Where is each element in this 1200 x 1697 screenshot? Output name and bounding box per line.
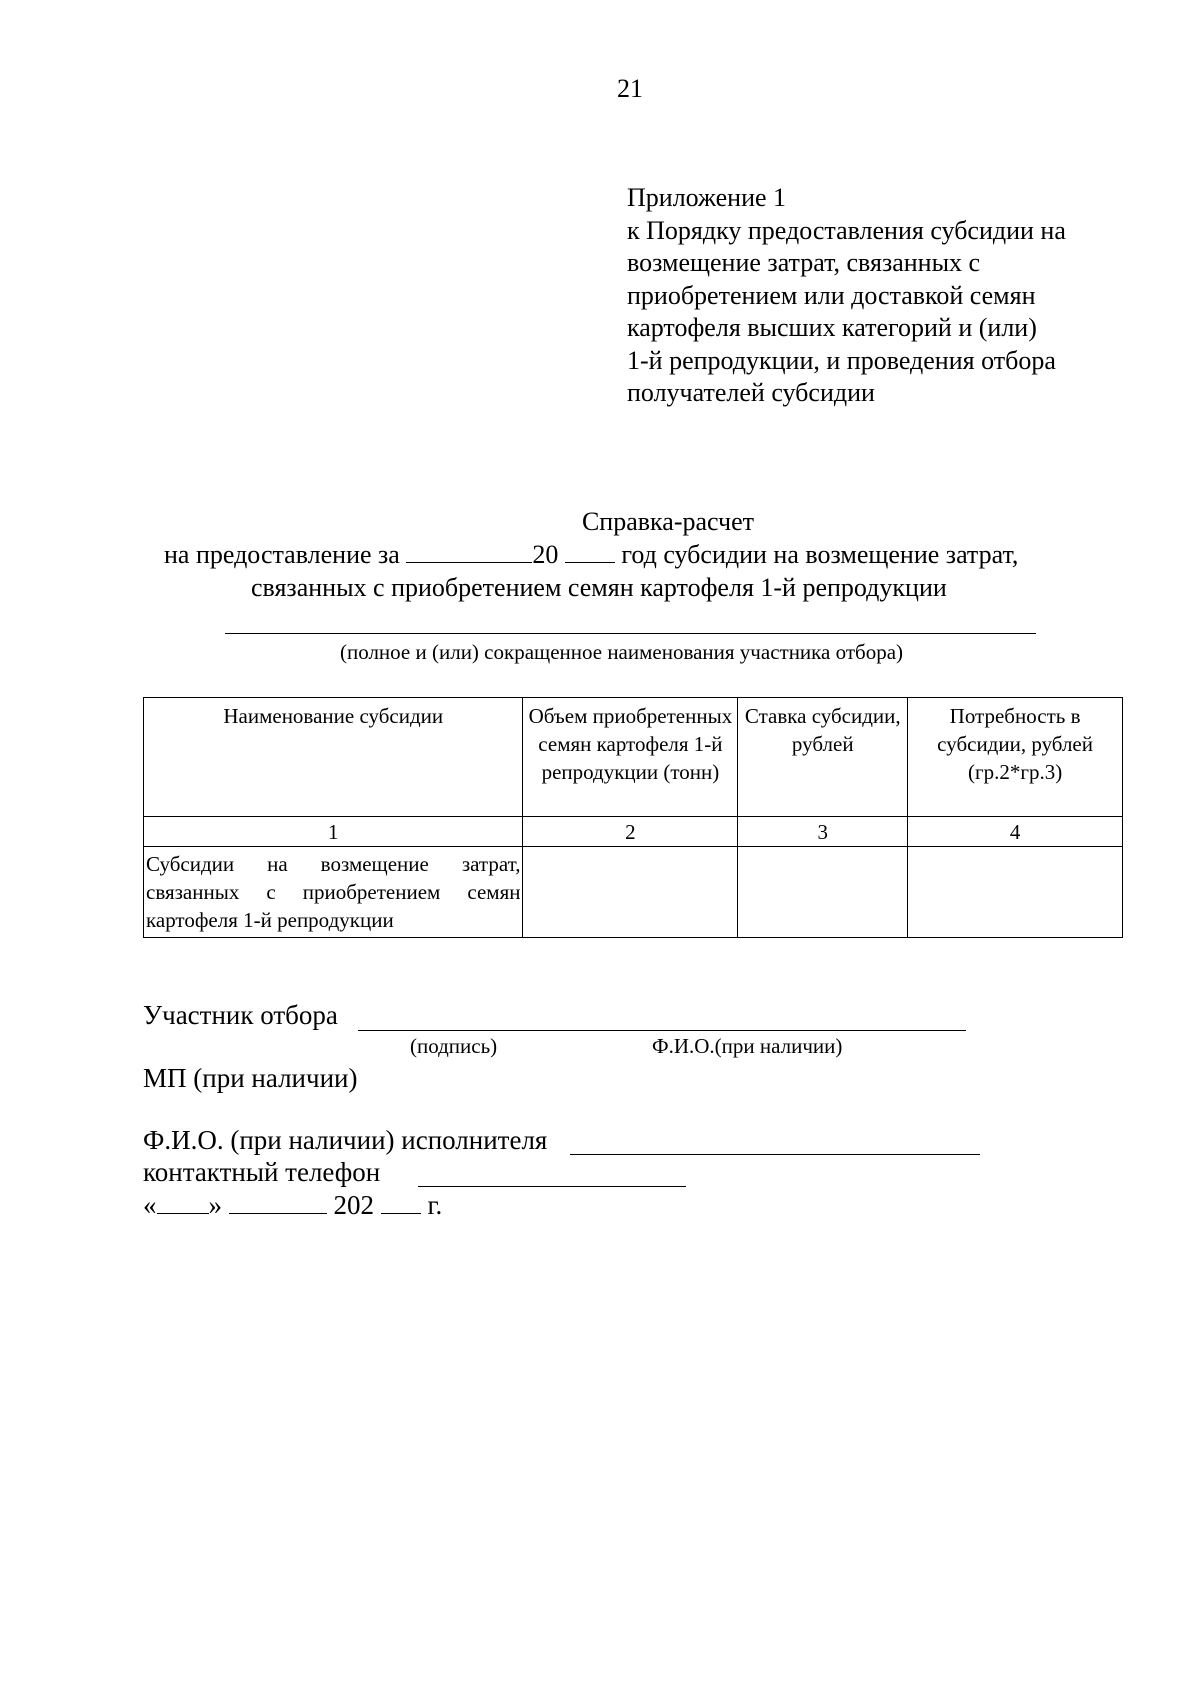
column-number-row xyxy=(144,817,1123,847)
date-close-quote: » xyxy=(208,1190,222,1220)
column-number: 1 xyxy=(144,817,523,847)
year-suffix-field[interactable] xyxy=(381,1191,421,1214)
document-title: Справка-расчет xyxy=(581,507,755,536)
appendix-line: приобретением или доставкой семян xyxy=(627,280,1036,310)
volume-cell[interactable] xyxy=(523,847,738,938)
date-suffix: г. xyxy=(427,1190,443,1220)
period-blank-field[interactable] xyxy=(406,540,532,563)
column-number: 4 xyxy=(908,817,1123,847)
column-header: Наименование субсидии xyxy=(144,698,523,817)
column-header: Объем приобретенных семян картофеля 1-й репродукции (тонн) xyxy=(523,698,738,817)
subsidy-calculation-table xyxy=(143,697,1123,938)
table-header-row xyxy=(144,698,1123,817)
date-year: 202 xyxy=(333,1190,374,1220)
subtitle-year: 20 xyxy=(532,540,559,569)
phone-field[interactable] xyxy=(418,1186,686,1187)
stamp-label: МП (при наличии) xyxy=(143,1063,358,1093)
subtitle-suffix: год субсидии на возмещение затрат, xyxy=(621,540,1019,569)
participant-name-caption: (полное и (или) сокращенное наименования участника отбора) xyxy=(340,640,904,664)
participant-name-field[interactable] xyxy=(225,633,1036,634)
appendix-line: получателей субсидии xyxy=(627,378,875,407)
year-blank-field[interactable] xyxy=(565,540,615,563)
executor-name-field[interactable] xyxy=(570,1154,980,1155)
month-field[interactable] xyxy=(229,1191,327,1214)
table-row xyxy=(144,847,1123,938)
column-header: Ставка субсидии, рублей xyxy=(738,698,908,817)
subtitle-prefix: на предоставление за xyxy=(164,540,400,569)
appendix-line: к Порядку предоставления субсидии на xyxy=(627,215,1066,245)
participant-signature-label: Участник отбора xyxy=(143,1000,338,1030)
date-line xyxy=(143,1190,442,1221)
column-number: 2 xyxy=(523,817,738,847)
appendix-line: Приложение 1 xyxy=(627,183,787,212)
executor-label: Ф.И.О. (при наличии) исполнителя xyxy=(143,1125,548,1155)
signature-caption: (подпись) xyxy=(410,1034,498,1058)
full-name-caption: Ф.И.О.(при наличии) xyxy=(652,1034,843,1058)
column-header: Потребность в субсидии, рублей (гр.2*гр.3) xyxy=(908,698,1123,817)
appendix-line: 1-й репродукции, и проведения отбора xyxy=(627,345,1056,375)
participant-signature-field[interactable] xyxy=(358,1030,966,1031)
document-subtitle-line xyxy=(164,540,1018,570)
phone-label: контактный телефон xyxy=(143,1157,381,1187)
appendix-line: картофеля высших категорий и (или) xyxy=(627,313,1037,342)
appendix-header xyxy=(627,182,1147,410)
day-field[interactable] xyxy=(157,1191,209,1214)
appendix-line: возмещение затрат, связанных с xyxy=(627,248,981,277)
page-number: 21 xyxy=(617,74,643,103)
subsidy-name-cell: Субсидии на возмещение затрат, связанных с приобретением семян картофеля 1-й репродукции xyxy=(144,847,523,938)
rate-cell[interactable] xyxy=(738,847,908,938)
date-open-quote: « xyxy=(143,1190,157,1220)
column-number: 3 xyxy=(738,817,908,847)
document-subtitle-line: связанных с приобретением семян картофеля 1-й репродукции xyxy=(251,573,947,602)
requirement-cell[interactable] xyxy=(908,847,1123,938)
